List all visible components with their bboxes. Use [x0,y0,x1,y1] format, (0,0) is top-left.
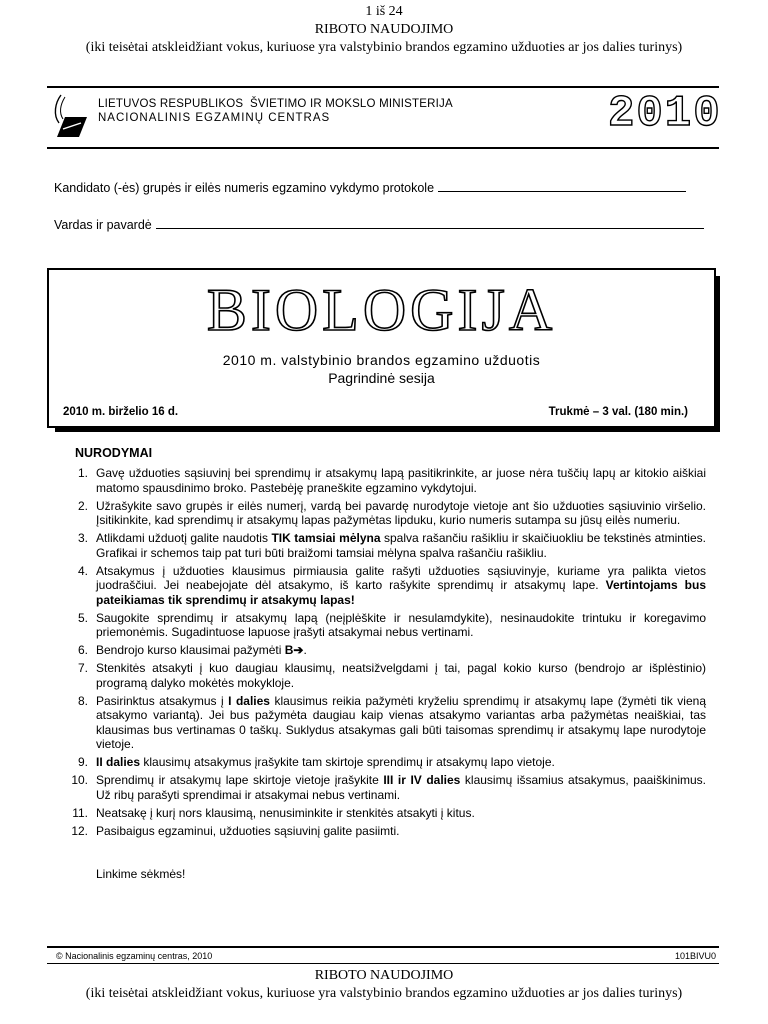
instruction-number: 10. [71,773,88,787]
instruction-text [96,643,706,658]
instruction-text-post: klausimus reikia pažymėti kryželiu sprendimų ir atsakymų lape (žymėti tik vieną atsakymo variantą). Jei bus pažymėta daugiau kaip vienas atsakymo variantas arba pažymėtas neaiškiai, tas klausimas bus vertinamas 0 taškų. Suklydus atsakymas gali būti taisomas sprendimų ir atsakymų lape nurodytoje vietoje. [96,693,706,751]
exam-center-logo [51,93,91,141]
instruction-item [66,755,706,770]
exam-date: 2010 m. birželio 16 d. [63,406,179,418]
footer-divider [47,946,719,948]
title-box [47,268,716,428]
header-divider-top [47,86,719,88]
instruction-text-post: . [303,643,307,657]
instruction-item [66,531,706,560]
instruction-item [66,773,706,802]
ministry-name: LIETUVOS RESPUBLIKOS ŠVIETIMO IR MOKSLO MINISTERIJA [98,98,453,110]
instruction-item [66,564,706,608]
restriction-note: (iki teisėtai atskleidžiant vokus, kuriuose yra valstybinio brandos egzamino užduoties ar jos dalies turinys) [85,40,683,55]
instruction-text-pre: Atlikdami užduotį galite naudotis [96,531,272,545]
header-divider-bottom [47,147,719,149]
copyright-text: © Nacionalinis egzaminų centras, 2010 [56,951,213,961]
instruction-text-pre: Sprendimų ir atsakymų lape skirtoje vietoje įrašykite [96,773,384,787]
instruction-number: 1. [77,466,88,480]
instruction-number: 4. [77,563,88,578]
instruction-text-post: klausimų atsakymus įrašykite tam skirtoje sprendimų ir atsakymų lapo vietoje. [140,755,555,769]
instructions-list [66,466,706,842]
closing-wish: Linkime sėkmės! [96,867,186,881]
instruction-item [66,643,706,658]
document-code: 101BIVU0 [674,951,716,961]
instruction-number: 3. [77,531,88,545]
name-label: Vardas ir pavardė [54,218,152,232]
instruction-text [96,694,706,752]
instruction-number: 9. [77,755,88,769]
exam-duration: Trukmė – 3 val. (180 min.) [548,406,688,418]
footer-divider-thin [47,963,719,964]
instruction-text-pre: Atsakymus į užduoties klausimus pirmiausia galite rašyti užduoties sąsiuvinyje, kuriame yra palikta vietos juodraščiui. Jei neabejojate dėl atsakymo, iš karto rašykite sprendimų ir atsakymų lape. [96,563,706,592]
candidate-number-field[interactable] [54,181,686,195]
instruction-number: 2. [77,498,88,513]
instruction-text [96,755,706,770]
instruction-text-bold: III ir IV dalies [383,773,461,787]
instruction-text: Neatsakę į kurį nors klausimą, nenusiminkite ir stenkitės atsakyti į kitus. [96,805,475,820]
instruction-number: 12. [71,823,88,838]
instruction-item [66,499,706,528]
restriction-note-bottom: (iki teisėtai atskleidžiant vokus, kuriuose yra valstybinio brandos egzamino užduoties ar jos dalies turinys) [85,986,683,1001]
instruction-text [96,531,706,560]
instruction-number: 5. [77,610,88,625]
instruction-item [66,611,706,640]
instruction-text [96,773,706,802]
instruction-text: Pasibaigus egzaminui, užduoties sąsiuvinį galite pasiimti. [96,823,400,838]
instruction-text-bold: Vertintojams bus pateikiamas tik sprendimų ir atsakymų lapas! [96,578,706,607]
instruction-text-bold: B➔ [284,643,304,657]
instruction-text-post: spalva rašančiu rašikliu ir skaičiuokliu be tekstinės atminties. Grafikai ir schemos taip pat turi būti braižomi tamsiai mėlyna spalva rašančiu rašikliu. [96,531,706,560]
instructions-heading: NURODYMAI [75,446,153,460]
restriction-label: RIBOTO NAUDOJIMO [314,22,454,37]
instruction-item [66,806,706,821]
name-field[interactable] [54,218,704,232]
exam-description: 2010 m. valstybinio brandos egzamino užduotis [222,352,541,368]
candidate-number-label: Kandidato (-ės) grupės ir eilės numeris egzamino vykdymo protokole [54,181,435,195]
instruction-text: Saugokite sprendimų ir atsakymų lapą (neįplėškite ir nesulamdykite), nesinaudokite trintuku ir koregavimo priemonėmis. Sugadintuose lapuose įrašyti atsakymai nebus vertinami. [96,610,706,639]
instruction-number: 6. [77,643,88,657]
subject-title: BIOLOGIJA [206,277,557,343]
instruction-text-bold: II dalies [96,755,141,769]
page-number: 1 iš 24 [365,4,403,19]
instruction-number: 7. [77,661,88,675]
instruction-text-post: klausimų išsamius atsakymus, paaiškinimus. Už ribų parašyti sprendimai ir atsakymai nebus vertinami. [96,773,706,802]
instruction-text: Stenkitės atsakyti į kuo daugiau klausimų, neatsižvelgdami į tai, pagal kokio kurso (bendrojo ar išplėstinio) programą dalyko mokėtės mokykloje. [96,661,706,690]
exam-center-name: NACIONALINIS EGZAMINŲ CENTRAS [98,112,331,124]
instruction-number: 8. [77,693,88,708]
instruction-text: Gavę užduoties sąsiuvinį bei sprendimų ir atsakymų lapą pasitikrinkite, ar juose nėra tuščių lapų ar kitokio aiškiai matomo spausdinimo broko. Pastebėję praneškite egzamino vykdytojui. [96,466,706,495]
instruction-text-bold: I dalies [228,693,270,708]
instruction-item [66,824,706,839]
instruction-text-bold: TIK tamsiai mėlyna [271,531,381,545]
instruction-text [96,564,706,608]
session-label: Pagrindinė sesija [328,370,435,386]
instruction-item [66,661,706,690]
restriction-label-bottom: RIBOTO NAUDOJIMO [314,968,454,983]
instruction-text-pre: Bendrojo kurso klausimai pažymėti [96,643,285,657]
instruction-item [66,466,706,495]
year-label: 2010 [608,89,722,139]
candidate-number-line[interactable] [438,190,686,192]
instruction-text: Užrašykite savo grupės ir eilės numerį, vardą bei pavardę nurodytoje vietoje ant šio užduoties sąsiuvinio viršelio. Įsitikinkite, kad sprendimų ir atsakymų lapas pažymėtas lipduku, kurio numeris sutampa su jūsų eilės numeriu. [96,498,706,527]
instruction-text-pre: Pasirinktus atsakymus į [96,693,229,708]
instruction-item [66,694,706,752]
instruction-number: 11. [72,805,88,820]
name-line[interactable] [156,227,704,229]
